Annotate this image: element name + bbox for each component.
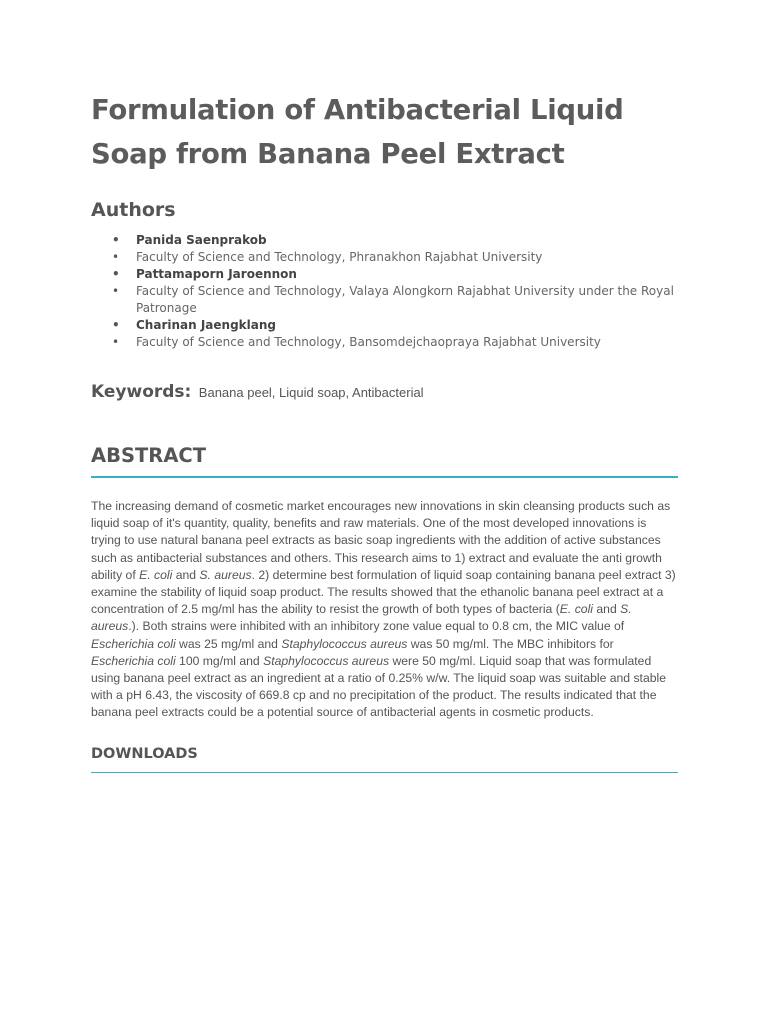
- article-title: Formulation of Antibacterial Liquid Soap from Banana Peel Extract: [91, 94, 624, 170]
- species-name: E. coli: [559, 602, 593, 617]
- abstract-segment: and: [172, 567, 200, 582]
- species-name: Staphylococcus aureus: [263, 653, 390, 668]
- downloads-divider: [91, 772, 678, 773]
- author-name: • Pattamaporn Jaroennon: [91, 266, 678, 283]
- abstract-divider: [91, 476, 678, 478]
- author-name: • Charinan Jaengklang: [91, 317, 678, 334]
- abstract-segment: . 2) determine best formulation of liquid soap containing banana peel extract 3) examine the stability of liquid soap product. The results showed that the ethanolic banana peel extract at a concentration of 2.5 mg/ml has the ability to resist the growth of both types of bacteria (: [91, 567, 676, 617]
- species-name: E. coli: [139, 567, 173, 582]
- abstract-segment: was 50 mg/ml. The MBC inhibitors for: [407, 636, 614, 651]
- species-name: S. aureus: [199, 567, 252, 582]
- keywords-label: Keywords:: [91, 382, 192, 402]
- author-affiliation: • Faculty of Science and Technology, Valaya Alongkorn Rajabhat University under the Royal Patronage: [91, 283, 678, 317]
- author-list: [91, 232, 678, 351]
- abstract-text: [91, 498, 678, 722]
- keywords-value: Banana peel, Liquid soap, Antibacterial: [198, 385, 424, 400]
- species-name: Staphylococcus aureus: [281, 636, 408, 651]
- author-name: • Panida Saenprakob: [91, 232, 678, 249]
- abstract-segment: was 25 mg/ml and: [175, 636, 282, 651]
- abstract-heading: ABSTRACT: [91, 444, 207, 467]
- species-name: Escherichia coli: [91, 636, 176, 651]
- species-name: S. aureus: [91, 602, 632, 634]
- abstract-segment: 100 mg/ml and: [175, 653, 264, 668]
- abstract-segment: and: [593, 602, 621, 617]
- downloads-heading: DOWNLOADS: [91, 746, 198, 762]
- abstract-segment: were 50 mg/ml. Liquid soap that was formulated using banana peel extract as an ingredient at a ratio of 0.25% w/w. The liquid soap was suitable and stable with a pH 6.43, the viscosity of 669.8 cp and no precipitation of the product. The results indicated that the banana peel extracts could be a potential source of antibacterial agents in cosmetic products.: [91, 653, 666, 720]
- abstract-segment: .). Both strains were inhibited with an inhibitory zone value equal to 0.8 cm, the MIC value of: [128, 619, 625, 634]
- author-affiliation: • Faculty of Science and Technology, Bansomdejchaopraya Rajabhat University: [91, 334, 678, 351]
- abstract-segment: The increasing demand of cosmetic market encourages new innovations in skin cleansing products such as liquid soap of it's quantity, quality, benefits and raw materials. One of the most developed innovations is trying to use natural banana peel extracts as basic soap ingredients with the addition of active substances such as antibacterial substances and others. This research aims to 1) extract and evaluate the anti growth ability of: [91, 499, 671, 582]
- species-name: Escherichia coli: [91, 653, 176, 668]
- authors-heading: Authors: [91, 199, 176, 221]
- keywords-row: [91, 382, 424, 402]
- author-affiliation: • Faculty of Science and Technology, Phranakhon Rajabhat University: [91, 249, 678, 266]
